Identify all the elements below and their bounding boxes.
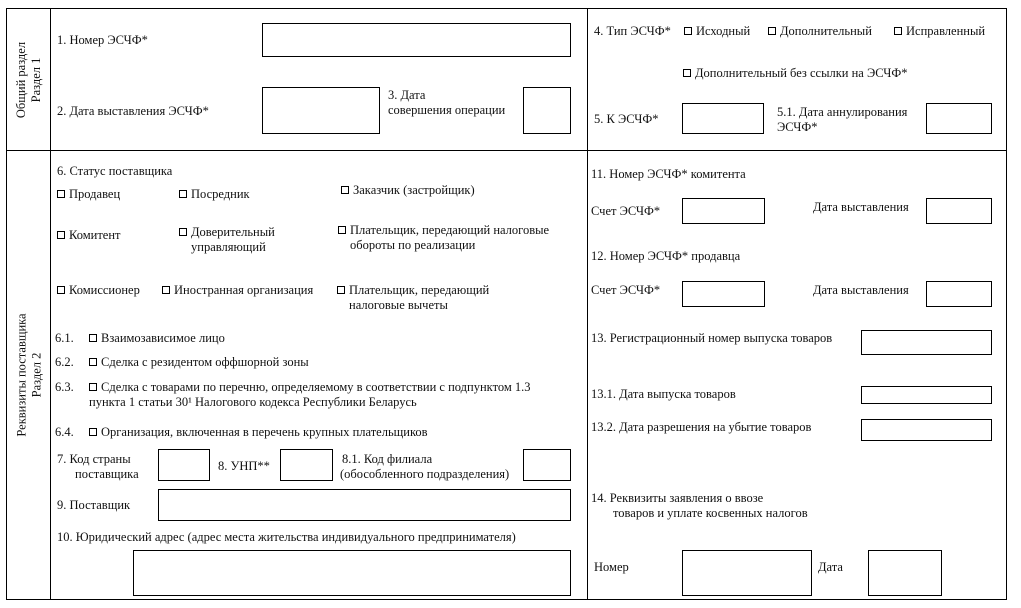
- field10-input[interactable]: [133, 550, 571, 596]
- field81-input[interactable]: [523, 449, 571, 481]
- field11-account-label: Счет ЭСЧФ*: [591, 204, 661, 218]
- field13-input[interactable]: [861, 330, 992, 355]
- status-intermediary[interactable]: Посредник: [179, 187, 250, 202]
- type-option-additional[interactable]: Дополнительный: [768, 24, 872, 39]
- field9-label: 9. Поставщик: [57, 498, 131, 512]
- field1-input[interactable]: [262, 23, 571, 57]
- checkbox-icon[interactable]: [89, 428, 97, 436]
- field2-input[interactable]: [262, 87, 380, 134]
- field64-num: 6.4.: [55, 425, 74, 439]
- field11-account-input[interactable]: [682, 198, 765, 224]
- center-divider: [587, 8, 588, 600]
- field14-number-label: Номер: [594, 560, 629, 574]
- field12-date-label: Дата выставления: [813, 283, 909, 297]
- field12-label: 12. Номер ЭСЧФ* продавца: [591, 249, 741, 263]
- checkbox-icon[interactable]: [684, 27, 692, 35]
- status-customer[interactable]: Заказчик (застройщик): [341, 183, 475, 198]
- checkbox-icon[interactable]: [337, 286, 345, 294]
- field51-label: 5.1. Дата аннулирования ЭСЧФ*: [777, 105, 908, 134]
- field3-label-line1: 3. Дата: [388, 88, 426, 102]
- type-option-additional-no-ref[interactable]: Дополнительный без ссылки на ЭСЧФ*: [683, 66, 908, 81]
- field63-num: 6.3.: [55, 380, 74, 394]
- field3-label-line2: совершения операции: [388, 103, 506, 117]
- field63-option[interactable]: Сделка с товарами по перечню, определяемому в соответствии с подпунктом 1.3 пункта 1 статьи 30¹ Налогового кодекса Республики Беларусь: [89, 380, 531, 409]
- rotated-column-divider: [50, 8, 51, 600]
- field5-label: 5. К ЭСЧФ*: [594, 112, 659, 126]
- field2-label: 2. Дата выставления ЭСЧФ*: [57, 104, 209, 118]
- field11-date-input[interactable]: [926, 198, 992, 224]
- checkbox-icon[interactable]: [683, 69, 691, 77]
- field61-option[interactable]: Взаимозависимое лицо: [89, 331, 225, 346]
- checkbox-icon[interactable]: [89, 383, 97, 391]
- checkbox-icon[interactable]: [768, 27, 776, 35]
- checkbox-icon[interactable]: [341, 186, 349, 194]
- field5-input[interactable]: [682, 103, 764, 134]
- field131-input[interactable]: [861, 386, 992, 404]
- type-option-original[interactable]: Исходный: [684, 24, 750, 39]
- field14-date-label: Дата: [818, 560, 843, 574]
- checkbox-icon[interactable]: [179, 190, 187, 198]
- field7-input[interactable]: [158, 449, 210, 481]
- status-commissioner[interactable]: Комиссионер: [57, 283, 140, 298]
- section1-title: Общий раздел: [14, 41, 28, 119]
- field1-label: 1. Номер ЭСЧФ*: [57, 33, 148, 47]
- field9-input[interactable]: [158, 489, 571, 521]
- field8-label: 8. УНП**: [218, 459, 270, 473]
- checkbox-icon[interactable]: [57, 286, 65, 294]
- checkbox-icon[interactable]: [894, 27, 902, 35]
- section2-label: [15, 298, 47, 453]
- field62-num: 6.2.: [55, 355, 74, 369]
- field3-input[interactable]: [523, 87, 571, 134]
- field62-option[interactable]: Сделка с резидентом оффшорной зоны: [89, 355, 309, 370]
- checkbox-icon[interactable]: [338, 226, 346, 234]
- checkbox-icon[interactable]: [89, 334, 97, 342]
- checkbox-icon[interactable]: [57, 190, 65, 198]
- field7-label: 7. Код страны поставщика: [57, 452, 139, 481]
- checkbox-icon[interactable]: [162, 286, 170, 294]
- status-committent[interactable]: Комитент: [57, 228, 121, 243]
- status-foreign-org[interactable]: Иностранная организация: [162, 283, 313, 298]
- field64-option[interactable]: Организация, включенная в перечень крупных плательщиков: [89, 425, 428, 440]
- status-payer-deductions[interactable]: Плательщик, передающий налоговые вычеты: [337, 283, 489, 313]
- section2-title: Реквизиты поставщика: [14, 313, 29, 437]
- field4-label: 4. Тип ЭСЧФ*: [594, 24, 671, 38]
- field12-date-input[interactable]: [926, 281, 992, 307]
- field11-date-label: Дата выставления: [813, 200, 909, 214]
- field8-input[interactable]: [280, 449, 333, 481]
- checkbox-icon[interactable]: [179, 228, 187, 236]
- section1-subtitle: Раздел 1: [29, 57, 43, 103]
- section1-label: [14, 20, 46, 140]
- field10-label: 10. Юридический адрес (адрес места жительства индивидуального предпринимателя): [57, 530, 516, 544]
- field14-date-input[interactable]: [868, 550, 942, 596]
- field11-label: 11. Номер ЭСЧФ* комитента: [591, 167, 746, 181]
- field132-input[interactable]: [861, 419, 992, 441]
- type-option-corrected[interactable]: Исправленный: [894, 24, 985, 39]
- field81-label: 8.1. Код филиала (обособленного подразделения): [340, 452, 510, 481]
- field51-input[interactable]: [926, 103, 992, 134]
- status-seller[interactable]: Продавец: [57, 187, 120, 202]
- field3-label: [388, 88, 505, 118]
- field13-label: 13. Регистрационный номер выпуска товаров: [591, 331, 833, 345]
- section-divider: [6, 150, 1007, 151]
- field14-number-input[interactable]: [682, 550, 812, 596]
- field132-label: 13.2. Дата разрешения на убытие товаров: [591, 420, 812, 434]
- field131-label: 13.1. Дата выпуска товаров: [591, 387, 736, 401]
- status-trustee[interactable]: Доверительный управляющий: [179, 225, 275, 255]
- field12-account-input[interactable]: [682, 281, 765, 307]
- field14-label: 14. Реквизиты заявления о ввозе товаров и уплате косвенных налогов: [591, 491, 808, 520]
- field6-label: 6. Статус поставщика: [57, 164, 173, 178]
- field12-account-label: Счет ЭСЧФ*: [591, 283, 661, 297]
- checkbox-icon[interactable]: [57, 231, 65, 239]
- section2-subtitle: Раздел 2: [29, 352, 44, 398]
- checkbox-icon[interactable]: [89, 358, 97, 366]
- status-payer-turnover[interactable]: Плательщик, передающий налоговые обороты по реализации: [338, 223, 549, 253]
- field61-num: 6.1.: [55, 331, 74, 345]
